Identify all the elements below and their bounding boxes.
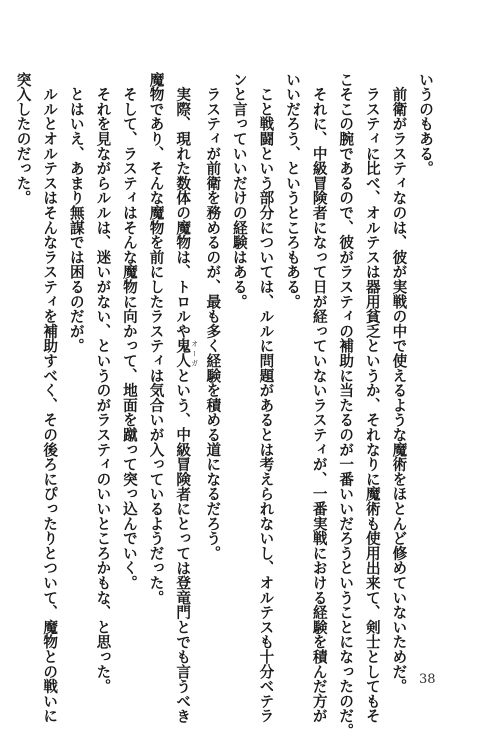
page-number: 38 (419, 672, 436, 687)
text-line: 突入したのだった。 (14, 72, 32, 206)
text-segment: という、中級冒険者にとっては登竜門とでも言うべき (174, 368, 192, 724)
text-line: ルルとオルテスはそんなラスティを補助すべく、その後ろにぴったりとついて、魔物との戦いに (41, 72, 59, 724)
text-line: いうのもある。 (417, 72, 434, 176)
text-line: ラスティが前衛を務めるのが、最も多く経験を積める道になるだろう。 (204, 72, 222, 561)
text-line: それに、中級冒険者になって日が経っていないラスティが、一番実戦における経験を積んだ方が (310, 72, 328, 724)
text-line: こと戦闘という部分については、ルルに問題があるとは考えられないし、オルテスも十分ベテラ (257, 72, 275, 724)
text-segment: 実際、現れた数体の魔物は、トロルや (174, 72, 192, 339)
ruby-reading: オーガ (190, 338, 199, 369)
text-line: 魔物であり、そんな魔物を前にしたラスティは気合いが入っているようだった。 (147, 72, 165, 605)
text-line: こそこの腕であるので、彼がラスティの補助に当たるのが一番いいだろうということになったのだ。 (337, 72, 355, 738)
text-line: それを見ながらルルは、迷いがない、というのがラスティのいいところかもな、と思った。 (94, 72, 112, 694)
text-line: とはいえ、あまり無謀では困るのだが。 (67, 72, 85, 354)
ruby-base: 鬼人 (174, 338, 192, 369)
text-line: ンと言っていいだけの経験はある。 (230, 72, 248, 309)
text-line: いいだろう、というところもある。 (284, 72, 302, 309)
text-line-with-ruby (169, 72, 199, 724)
text-line: 前衛がラスティなのは、彼が実戦の中で使えるような魔術をほとんど修めていないためだ。 (390, 72, 408, 694)
ruby-annotation (174, 338, 199, 369)
text-line: そして、ラスティはそんな魔物に向かって、地面を蹴って突っ込んでいく。 (120, 72, 138, 590)
text-line: ラスティに比べ、オルテスは器用貧乏というか、それなりに魔術も使用出来て、剣士としてもそ (363, 72, 381, 724)
